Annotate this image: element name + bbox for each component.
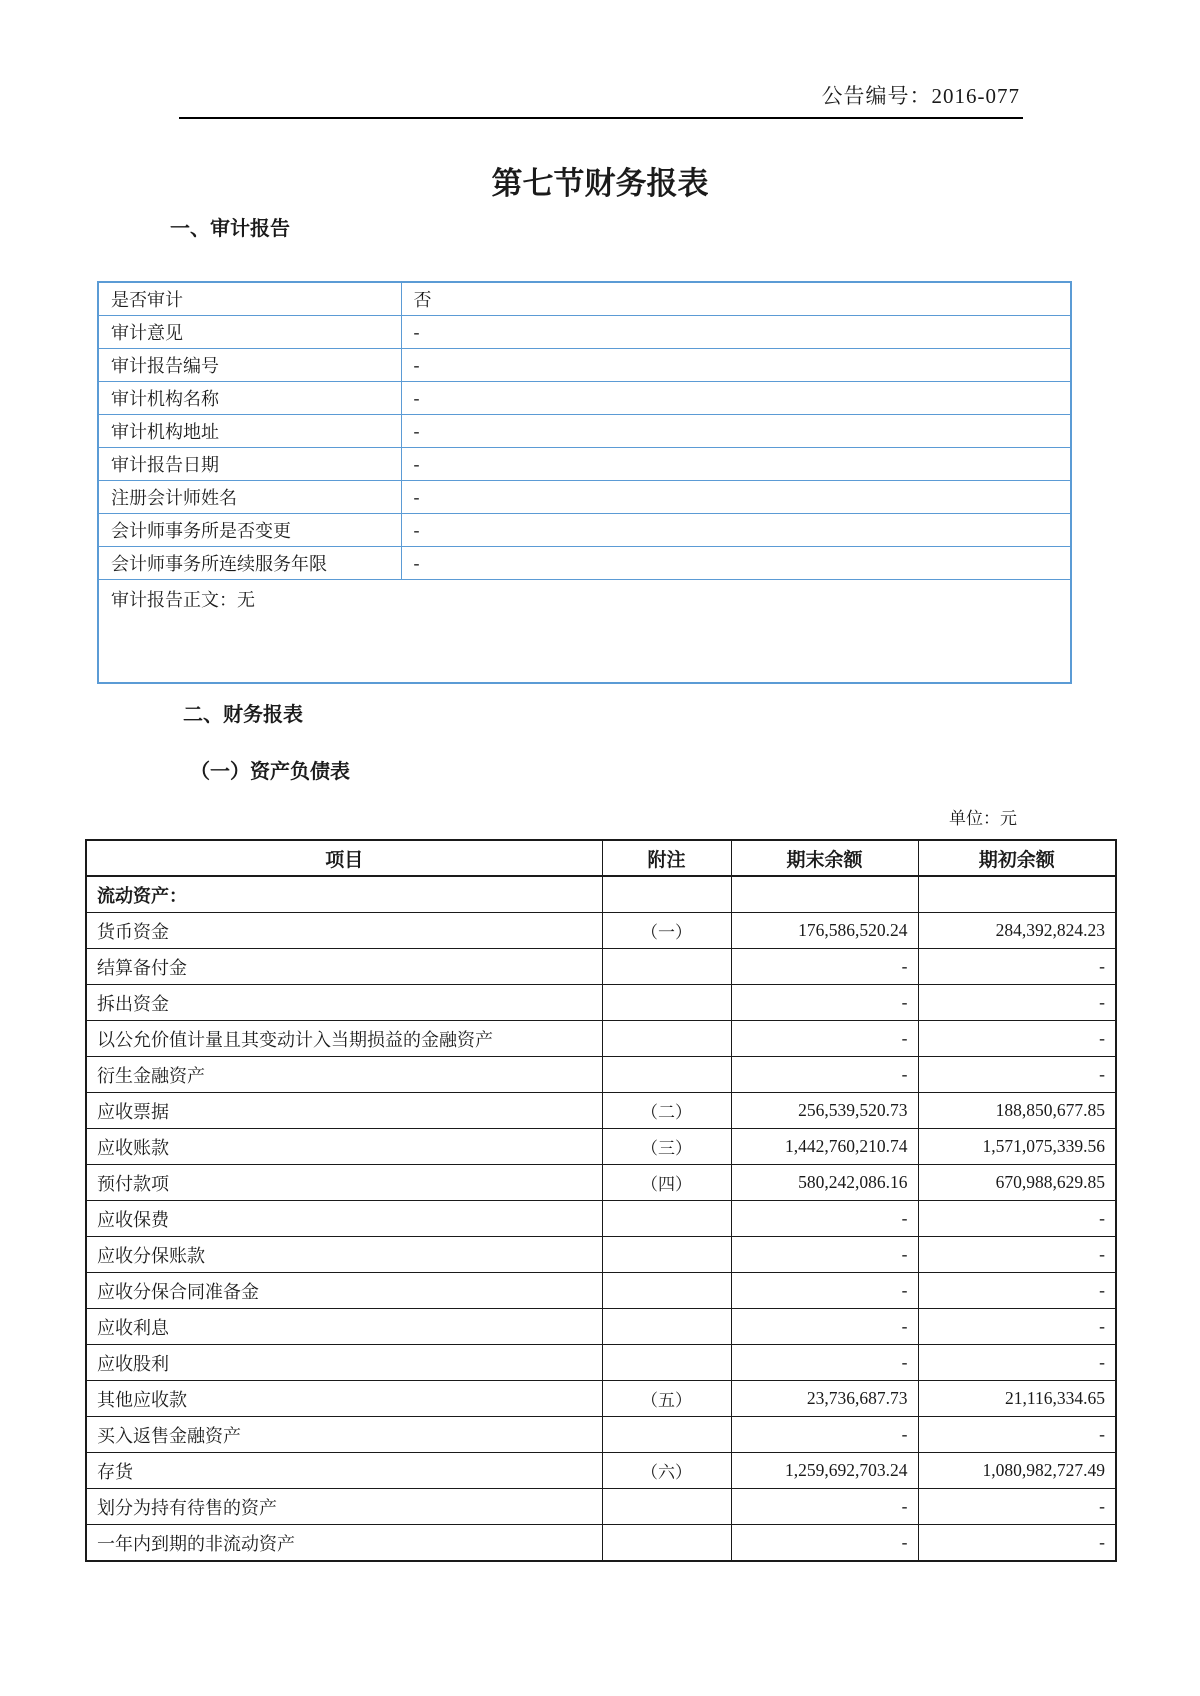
cell-beginning-balance: - bbox=[918, 1345, 1116, 1381]
audit-row-label: 审计意见 bbox=[98, 316, 401, 349]
balance-sheet-body bbox=[86, 876, 1116, 1561]
cell-ending-balance: - bbox=[731, 985, 918, 1021]
audit-fulltext-row bbox=[98, 580, 1071, 684]
cell-item: 应收分保账款 bbox=[86, 1237, 602, 1273]
cell-item: 预付款项 bbox=[86, 1165, 602, 1201]
cell-item: 应收股利 bbox=[86, 1345, 602, 1381]
cell-item: 以公允价值计量且其变动计入当期损益的金融资产 bbox=[86, 1021, 602, 1057]
audit-table-row bbox=[98, 514, 1071, 547]
header-rule bbox=[179, 117, 1023, 119]
cell-ending-balance bbox=[731, 876, 918, 913]
audit-row-value: - bbox=[401, 547, 1071, 580]
audit-row-value: 否 bbox=[401, 282, 1071, 316]
cell-beginning-balance: - bbox=[918, 1057, 1116, 1093]
unit-label: 单位：元 bbox=[949, 809, 1017, 828]
table-row bbox=[86, 1453, 1116, 1489]
audit-row-label: 审计机构地址 bbox=[98, 415, 401, 448]
cell-note: （三） bbox=[602, 1129, 731, 1165]
audit-table-body bbox=[98, 282, 1071, 683]
audit-row-label: 注册会计师姓名 bbox=[98, 481, 401, 514]
cell-note bbox=[602, 1237, 731, 1273]
table-row bbox=[86, 1237, 1116, 1273]
audit-row-value: - bbox=[401, 481, 1071, 514]
audit-row-value: - bbox=[401, 514, 1071, 547]
table-row bbox=[86, 1057, 1116, 1093]
cell-note bbox=[602, 1525, 731, 1562]
cell-ending-balance: - bbox=[731, 949, 918, 985]
cell-ending-balance: 23,736,687.73 bbox=[731, 1381, 918, 1417]
cell-note bbox=[602, 1345, 731, 1381]
audit-table bbox=[97, 281, 1072, 684]
cell-beginning-balance: - bbox=[918, 1309, 1116, 1345]
audit-row-label: 会计师事务所连续服务年限 bbox=[98, 547, 401, 580]
cell-ending-balance: - bbox=[731, 1309, 918, 1345]
audit-row-label: 是否审计 bbox=[98, 282, 401, 316]
audit-row-value: - bbox=[401, 349, 1071, 382]
cell-beginning-balance: 1,571,075,339.56 bbox=[918, 1129, 1116, 1165]
cell-beginning-balance: - bbox=[918, 1489, 1116, 1525]
cell-note: （六） bbox=[602, 1453, 731, 1489]
cell-beginning-balance: 670,988,629.85 bbox=[918, 1165, 1116, 1201]
table-row bbox=[86, 1201, 1116, 1237]
cell-beginning-balance: - bbox=[918, 1237, 1116, 1273]
cell-note: （一） bbox=[602, 913, 731, 949]
cell-note: （二） bbox=[602, 1093, 731, 1129]
audit-row-label: 审计报告日期 bbox=[98, 448, 401, 481]
cell-beginning-balance bbox=[918, 876, 1116, 913]
cell-beginning-balance: 188,850,677.85 bbox=[918, 1093, 1116, 1129]
audit-row-label: 会计师事务所是否变更 bbox=[98, 514, 401, 547]
cell-note bbox=[602, 1021, 731, 1057]
audit-row-value: - bbox=[401, 316, 1071, 349]
cell-item: 应收保费 bbox=[86, 1201, 602, 1237]
audit-table-row bbox=[98, 481, 1071, 514]
audit-table-row bbox=[98, 349, 1071, 382]
cell-item: 划分为持有待售的资产 bbox=[86, 1489, 602, 1525]
cell-beginning-balance: - bbox=[918, 1525, 1116, 1562]
cell-note bbox=[602, 1417, 731, 1453]
cell-beginning-balance: 21,116,334.65 bbox=[918, 1381, 1116, 1417]
audit-row-label: 审计机构名称 bbox=[98, 382, 401, 415]
cell-note bbox=[602, 1489, 731, 1525]
table-row bbox=[86, 949, 1116, 985]
announcement-number: 公告编号：2016-077 bbox=[821, 84, 1020, 108]
cell-ending-balance: 256,539,520.73 bbox=[731, 1093, 918, 1129]
cell-item: 一年内到期的非流动资产 bbox=[86, 1525, 602, 1562]
cell-beginning-balance: - bbox=[918, 949, 1116, 985]
audit-table-row bbox=[98, 382, 1071, 415]
cell-beginning-balance: - bbox=[918, 985, 1116, 1021]
audit-table-row bbox=[98, 415, 1071, 448]
table-row bbox=[86, 1489, 1116, 1525]
cell-beginning-balance: 284,392,824.23 bbox=[918, 913, 1116, 949]
cell-ending-balance: - bbox=[731, 1525, 918, 1562]
cell-item: 衍生金融资产 bbox=[86, 1057, 602, 1093]
col-header-note: 附注 bbox=[602, 840, 731, 876]
cell-item: 应收分保合同准备金 bbox=[86, 1273, 602, 1309]
col-header-ending-balance: 期末余额 bbox=[731, 840, 918, 876]
audit-table-row bbox=[98, 316, 1071, 349]
audit-table-row bbox=[98, 282, 1071, 316]
cell-item: 其他应收款 bbox=[86, 1381, 602, 1417]
cell-note bbox=[602, 1273, 731, 1309]
table-row bbox=[86, 1417, 1116, 1453]
audit-row-value: - bbox=[401, 382, 1071, 415]
cell-item: 应收利息 bbox=[86, 1309, 602, 1345]
cell-ending-balance: - bbox=[731, 1021, 918, 1057]
cell-note: （五） bbox=[602, 1381, 731, 1417]
cell-ending-balance: - bbox=[731, 1273, 918, 1309]
table-row bbox=[86, 1021, 1116, 1057]
cell-beginning-balance: - bbox=[918, 1021, 1116, 1057]
table-row bbox=[86, 876, 1116, 913]
audit-row-label: 审计报告编号 bbox=[98, 349, 401, 382]
cell-note bbox=[602, 1057, 731, 1093]
cell-ending-balance: - bbox=[731, 1237, 918, 1273]
table-row bbox=[86, 1093, 1116, 1129]
cell-note bbox=[602, 1201, 731, 1237]
cell-note bbox=[602, 949, 731, 985]
audit-report-heading: 一、审计报告 bbox=[170, 218, 290, 240]
cell-ending-balance: - bbox=[731, 1417, 918, 1453]
cell-ending-balance: - bbox=[731, 1201, 918, 1237]
table-row bbox=[86, 1165, 1116, 1201]
cell-item: 流动资产： bbox=[86, 876, 602, 913]
table-row bbox=[86, 1273, 1116, 1309]
balance-sheet-table bbox=[85, 839, 1117, 1562]
table-row bbox=[86, 1129, 1116, 1165]
cell-item: 应收账款 bbox=[86, 1129, 602, 1165]
financial-statements-heading: 二、财务报表 bbox=[183, 704, 303, 726]
cell-item: 存货 bbox=[86, 1453, 602, 1489]
cell-item: 拆出资金 bbox=[86, 985, 602, 1021]
audit-row-value: - bbox=[401, 448, 1071, 481]
col-header-beginning-balance: 期初余额 bbox=[918, 840, 1116, 876]
audit-table-row bbox=[98, 547, 1071, 580]
cell-ending-balance: 1,442,760,210.74 bbox=[731, 1129, 918, 1165]
cell-item: 应收票据 bbox=[86, 1093, 602, 1129]
cell-ending-balance: - bbox=[731, 1489, 918, 1525]
page-title: 第七节财务报表 bbox=[491, 166, 709, 201]
table-row bbox=[86, 1525, 1116, 1562]
table-row bbox=[86, 913, 1116, 949]
cell-ending-balance: - bbox=[731, 1345, 918, 1381]
cell-item: 买入返售金融资产 bbox=[86, 1417, 602, 1453]
cell-ending-balance: 1,259,692,703.24 bbox=[731, 1453, 918, 1489]
cell-beginning-balance: - bbox=[918, 1273, 1116, 1309]
cell-beginning-balance: - bbox=[918, 1201, 1116, 1237]
audit-row-value: - bbox=[401, 415, 1071, 448]
cell-ending-balance: 580,242,086.16 bbox=[731, 1165, 918, 1201]
cell-note: （四） bbox=[602, 1165, 731, 1201]
table-row bbox=[86, 1345, 1116, 1381]
cell-item: 结算备付金 bbox=[86, 949, 602, 985]
cell-note bbox=[602, 985, 731, 1021]
cell-ending-balance: - bbox=[731, 1057, 918, 1093]
cell-note bbox=[602, 1309, 731, 1345]
cell-beginning-balance: 1,080,982,727.49 bbox=[918, 1453, 1116, 1489]
audit-fulltext-cell: 审计报告正文：无 bbox=[98, 580, 1071, 684]
cell-note bbox=[602, 876, 731, 913]
table-row bbox=[86, 1381, 1116, 1417]
cell-item: 货币资金 bbox=[86, 913, 602, 949]
balance-sheet-heading: （一）资产负债表 bbox=[190, 761, 350, 783]
table-row bbox=[86, 985, 1116, 1021]
cell-beginning-balance: - bbox=[918, 1417, 1116, 1453]
balance-header-row bbox=[86, 840, 1116, 876]
col-header-item: 项目 bbox=[86, 840, 602, 876]
cell-ending-balance: 176,586,520.24 bbox=[731, 913, 918, 949]
table-row bbox=[86, 1309, 1116, 1345]
audit-table-row bbox=[98, 448, 1071, 481]
